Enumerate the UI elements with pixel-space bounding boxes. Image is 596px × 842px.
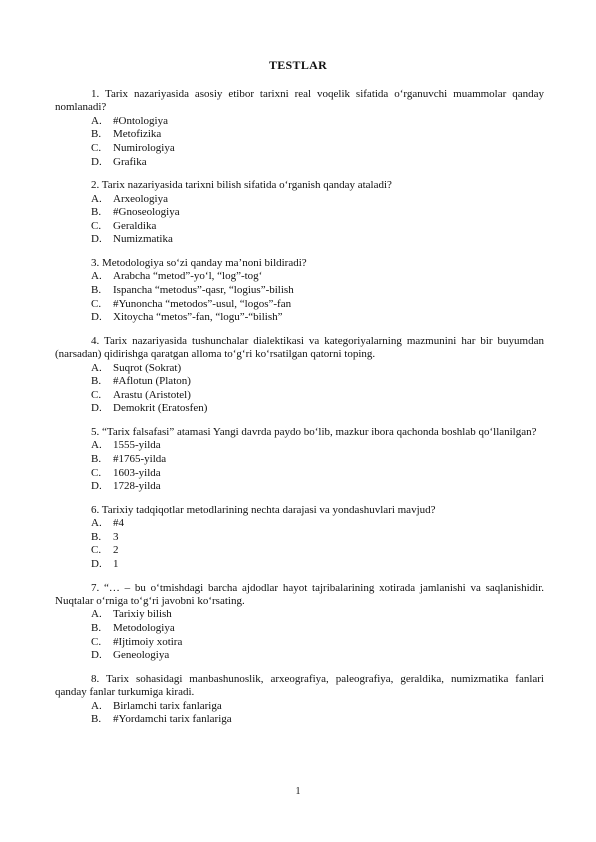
option-text: #Yordamchi tarix fanlariga: [113, 713, 232, 726]
answer-option: [91, 206, 544, 220]
answer-option: [91, 270, 544, 284]
option-text: 1: [113, 557, 119, 570]
question-block: [55, 257, 544, 325]
option-letter: C.: [91, 297, 102, 310]
option-text: #Gnoseologiya: [113, 206, 180, 219]
option-letter: B.: [91, 452, 102, 465]
answer-option: [91, 362, 544, 376]
answer-option: [91, 402, 544, 416]
answer-option: [91, 467, 544, 481]
question-block: [55, 335, 544, 416]
option-text: #Ijtimoiy xotira: [113, 635, 183, 648]
answer-option: [91, 156, 544, 170]
question-text: 5. “Tarix falsafasi” atamasi Yangi davrda paydo bo‘lib, mazkur ibora qachonda boshlab qo‘llanilgan?: [91, 425, 537, 438]
answer-option: [91, 142, 544, 156]
option-text: #Aflotun (Platon): [113, 375, 191, 388]
option-text: #Ontologiya: [113, 114, 168, 127]
option-text: Geraldika: [113, 219, 157, 232]
answer-option: [91, 636, 544, 650]
option-letter: B.: [91, 530, 102, 543]
option-letter: A.: [91, 270, 102, 283]
question-block: [55, 504, 544, 572]
question-block: [55, 88, 544, 169]
option-text: #1765-yilda: [113, 452, 167, 465]
option-letter: D.: [91, 402, 102, 415]
question-text: 4. Tarix nazariyasida tushunchalar dialektikasi va kategoriyalarning mazmunini har bir buyumdan (narsadan) qidirishga qaratgan alloma to‘g‘ri ko‘rsatilgan qatorni toping.: [55, 334, 544, 361]
option-text: #4: [113, 517, 124, 530]
answer-option: [91, 298, 544, 312]
question-text: 2. Tarix nazariyasida tarixni bilish sifatida o‘rganish qanday ataladi?: [91, 179, 392, 192]
option-letter: B.: [91, 283, 102, 296]
option-letter: B.: [91, 713, 102, 726]
option-letter: C.: [91, 544, 102, 557]
answer-option: [91, 622, 544, 636]
answer-option: [91, 389, 544, 403]
option-letter: D.: [91, 233, 102, 246]
question-block: [55, 179, 544, 247]
question-block: [55, 426, 544, 494]
option-text: Metofizika: [113, 128, 162, 141]
option-letter: C.: [91, 466, 102, 479]
option-letter: D.: [91, 480, 102, 493]
answer-option: [91, 233, 544, 247]
option-text: 2: [113, 544, 119, 557]
option-text: Xitoycha “metos”-fan, “logu”-“bilish”: [113, 311, 283, 324]
option-text: Arxeologiya: [113, 192, 168, 205]
page-title: TESTLAR: [268, 58, 328, 72]
answer-option: [91, 439, 544, 453]
option-letter: A.: [91, 361, 102, 374]
page-number: 1: [295, 786, 301, 797]
question-text: 1. Tarix nazariyasida asosiy etibor tarixni real voqelik sifatida o‘rganuvchi muammolar qanday nomlanadi?: [55, 88, 544, 114]
option-text: Metodologiya: [113, 621, 175, 634]
option-letter: D.: [91, 649, 102, 662]
question-text: 7. “… – bu o‘tmishdagi barcha ajdodlar hayot tajribalarining xotirada jamlanishi va saqlanishidir. Nuqtalar o‘rniga to‘g‘ri javobni ko‘rsating.: [55, 581, 544, 607]
answer-option: [91, 713, 544, 727]
option-letter: A.: [91, 192, 102, 205]
answer-option: [91, 128, 544, 142]
answer-option: [91, 700, 544, 714]
answer-option: [91, 311, 544, 325]
answer-option: [91, 649, 544, 663]
questions-list: [55, 88, 544, 737]
option-letter: C.: [91, 635, 102, 648]
option-letter: D.: [91, 557, 102, 570]
answer-option: [91, 284, 544, 298]
option-letter: B.: [91, 206, 102, 219]
option-text: #Yunoncha “metodos”-usul, “logos”-fan: [113, 297, 292, 310]
option-text: 1555-yilda: [113, 439, 161, 452]
question-text: 8. Tarix sohasidagi manbashunoslik, arxeografiya, paleografiya, geraldika, numizmatika fanlari qanday fanlar turkumiga kiradi.: [55, 672, 544, 699]
option-text: 1603-yilda: [113, 466, 161, 479]
option-text: 1728-yilda: [113, 480, 161, 493]
question-block: [55, 673, 544, 727]
option-text: Arabcha “metod”-yo‘l, “log”-tog‘: [113, 270, 263, 283]
option-text: Geneologiya: [113, 649, 170, 662]
option-text: Grafika: [113, 155, 147, 168]
answer-option: [91, 480, 544, 494]
option-letter: A.: [91, 608, 102, 621]
option-letter: C.: [91, 142, 102, 154]
answer-option: [91, 608, 544, 622]
option-text: Numirologiya: [113, 142, 175, 154]
option-text: Suqrot (Sokrat): [113, 361, 182, 374]
option-letter: A.: [91, 114, 102, 127]
option-letter: C.: [91, 219, 102, 232]
answer-option: [91, 558, 544, 572]
option-text: 3: [113, 530, 119, 543]
option-letter: A.: [91, 699, 102, 712]
option-text: Arastu (Aristotel): [113, 388, 191, 401]
option-text: Demokrit (Eratosfen): [113, 402, 208, 415]
option-letter: A.: [91, 439, 102, 452]
option-letter: B.: [91, 375, 102, 388]
option-text: Numizmatika: [113, 233, 173, 246]
answer-option: [91, 193, 544, 207]
question-text: 6. Tarixiy tadqiqotlar metodlarining nechta darajasi va yondashuvlari mavjud?: [91, 503, 436, 516]
answer-option: [91, 115, 544, 129]
answer-option: [91, 517, 544, 531]
option-letter: B.: [91, 621, 102, 634]
option-letter: C.: [91, 388, 102, 401]
answer-option: [91, 531, 544, 545]
answer-option: [91, 544, 544, 558]
option-letter: B.: [91, 128, 102, 141]
option-text: Birlamchi tarix fanlariga: [113, 699, 222, 712]
answer-option: [91, 220, 544, 234]
option-letter: D.: [91, 155, 102, 168]
option-letter: D.: [91, 311, 102, 324]
option-letter: A.: [91, 517, 102, 530]
question-text: 3. Metodologiya so‘zi qanday ma’noni bildiradi?: [91, 256, 307, 269]
question-block: [55, 582, 544, 663]
option-text: Tarixiy bilish: [113, 608, 172, 621]
answer-option: [91, 453, 544, 467]
option-text: Ispancha “metodus”-qasr, “logius”-bilish: [113, 283, 294, 296]
answer-option: [91, 375, 544, 389]
